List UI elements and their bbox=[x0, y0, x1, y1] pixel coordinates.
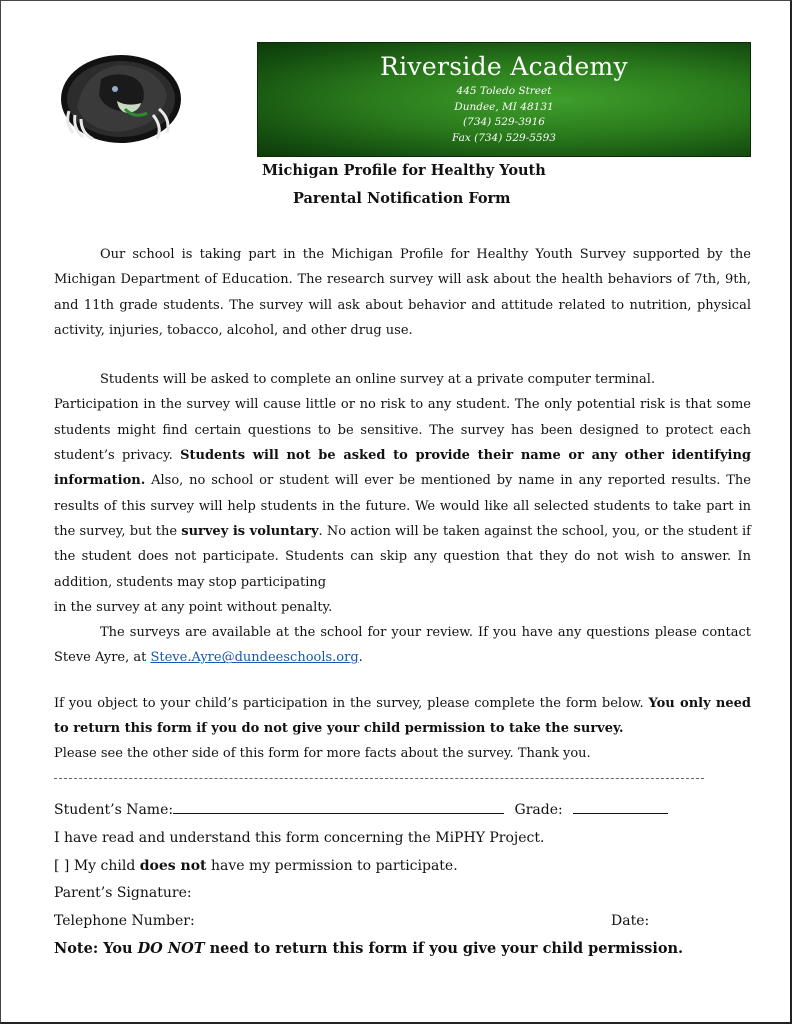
grade-label: Grade: bbox=[514, 802, 563, 818]
school-name: Riverside Academy bbox=[380, 52, 628, 81]
closing-note: Note: You DO NOT need to return this form if you give your child permission. bbox=[54, 939, 684, 957]
parent-signature-label: Parent’s Signature: bbox=[54, 885, 192, 902]
address-street: 445 Toledo Street bbox=[456, 85, 552, 97]
see-other-side-text: Please see the other side of this form for more facts about the survey. Thank you. bbox=[54, 746, 591, 762]
paragraph-contact: The surveys are available at the school for your review. If you have any questions please contact Steve Ayre, at Steve.Ayre@dundeeschools.org. bbox=[54, 625, 751, 666]
paragraph-intro: Our school is taking part in the Michigan Profile for Healthy Youth Survey supported by the Michigan Department of Education. The research survey will ask about the health behaviors of 7th, 9th, and 11th grade students. The survey will ask about behavior and attitude related to nutrition, physical activity, injuries, tobacco, alcohol, and other drug use. bbox=[54, 247, 751, 338]
contact-email-link[interactable]: Steve.Ayre@dundeeschools.org bbox=[150, 650, 359, 666]
permission-form bbox=[54, 798, 751, 965]
voluntary-statement: survey is voluntary bbox=[181, 523, 319, 539]
address-city: Dundee, MI 48131 bbox=[454, 100, 554, 113]
student-name-field[interactable] bbox=[173, 798, 504, 814]
paragraph-survey-details: Students will be asked to complete an online survey at a private computer terminal. Participation in the survey will cause little or no risk to any student. The only potential risk is that some students might find certain questions to be sensitive. The survey has been designed to protect each student’s privacy. Students will not be asked to provide their name or any other identifying information. Also, no school or student will ever be mentioned by name in any reported results. The results of this survey will help students in the future. We would like all selected students to take part in the survey, but the survey is voluntary. No action will be taken against the school, you, or the student if the student does not participate. Students can skip any question that they do not wish to answer. In addition, students may stop participating in the survey at any point without penalty. bbox=[54, 367, 751, 620]
panther-logo bbox=[55, 49, 185, 149]
cut-line-divider bbox=[54, 778, 704, 779]
does-not-emphasis: does not bbox=[139, 857, 207, 874]
survey-last-line: in the survey at any point without penalty. bbox=[54, 599, 333, 615]
letter-body bbox=[54, 242, 751, 767]
permission-checkbox-row[interactable] bbox=[54, 854, 751, 882]
permission-checkbox-suffix: have my permission to participate. bbox=[206, 857, 458, 874]
grade-field[interactable] bbox=[573, 798, 668, 814]
do-not-emphasis: DO NOT bbox=[137, 939, 205, 957]
telephone-label: Telephone Number: bbox=[54, 913, 195, 930]
permission-checkbox-prefix: [ ] My child bbox=[54, 857, 140, 874]
read-understand-text: I have read and understand this form concerning the MiPHY Project. bbox=[54, 829, 545, 846]
student-name-label: Student’s Name: bbox=[54, 802, 174, 818]
student-name-row bbox=[54, 798, 751, 826]
survey-first-line: Students will be asked to complete an online survey at a private computer terminal. bbox=[100, 372, 656, 388]
return-instruction: You only need to return this form if you do not give your child permission to take the survey. bbox=[54, 695, 751, 737]
date-label: Date: bbox=[611, 913, 650, 930]
anonymity-statement: Students will not be asked to provide their name or any other identifying information. bbox=[54, 448, 751, 489]
telephone-row bbox=[54, 909, 751, 937]
form-title-sub: Parental Notification Form bbox=[293, 190, 511, 207]
school-header-banner bbox=[257, 42, 751, 157]
phone-number: (734) 529-3916 bbox=[463, 116, 545, 128]
fax-number: Fax (734) 529-5593 bbox=[452, 131, 556, 144]
form-title-main: Michigan Profile for Healthy Youth bbox=[262, 162, 546, 179]
paragraph-objection: If you object to your child’s participation in the survey, please complete the form below. You only need to return this form if you do not give your child permission to take the survey. bbox=[54, 695, 751, 737]
